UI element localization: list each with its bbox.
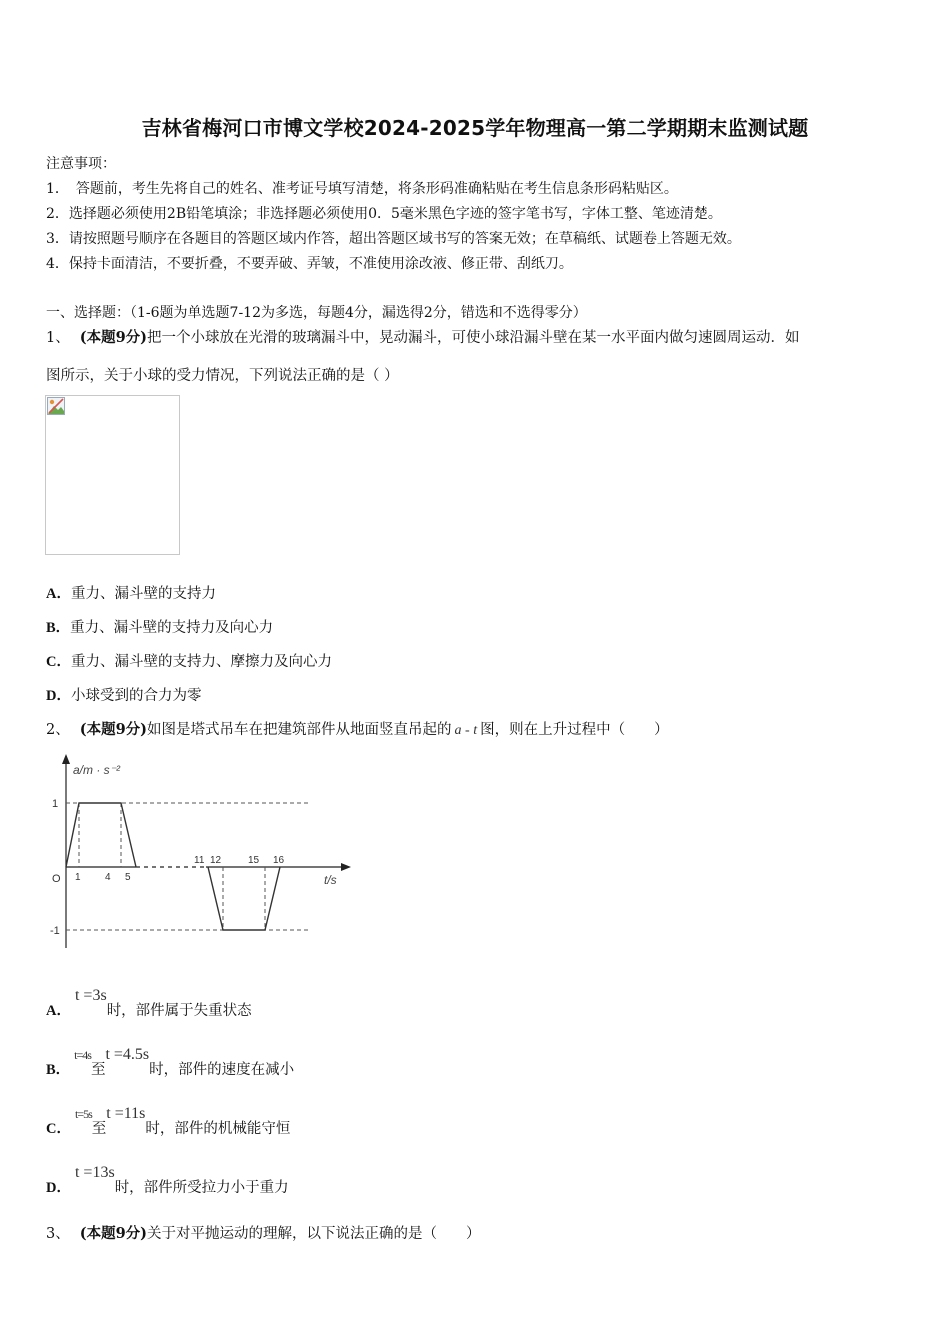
- question-3-stem: 关于对平抛运动的理解，以下说法正确的是（ ）: [147, 1226, 481, 1242]
- question-3-score: (本题9分): [79, 1225, 148, 1242]
- section-heading: 一、选择题：（1-6题为单选题7-12为多选，每题4分，漏选得2分，错选和不选得零分）: [46, 305, 587, 321]
- y-tick-1: 1: [52, 798, 59, 810]
- x-tick-15: 15: [248, 855, 260, 866]
- q1-option-b[interactable]: B．重力、漏斗壁的支持力及向心力: [46, 620, 274, 636]
- notice-item-3: 3．请按照题号顺序在各题目的答题区域内作答，超出答题区域书写的答案无效；在草稿纸、试题卷上答题无效。: [46, 231, 741, 247]
- x-tick-5: 5: [125, 872, 131, 883]
- notice-item-4: 4．保持卡面清洁，不要折叠，不要弄破、弄皱，不准使用涂改液、修正带、刮纸刀。: [46, 256, 573, 272]
- question-1-stem: 把一个小球放在光滑的玻璃漏斗中，晃动漏斗，可使小球沿漏斗壁在某一水平面内做匀速圆周运动．如: [147, 330, 800, 346]
- question-1-line-1: [46, 326, 800, 347]
- question-1-line-2: 图所示，关于小球的受力情况，下列说法正确的是（ ）: [46, 368, 399, 384]
- x-axis-arrow: [341, 863, 351, 871]
- x-tick-11: 11: [194, 855, 205, 866]
- x-tick-4: 4: [105, 872, 111, 883]
- question-1-score: (本题9分): [79, 329, 148, 346]
- y-tick-minus-1: -1: [50, 925, 60, 937]
- x-tick-16: 16: [273, 855, 285, 866]
- x-tick-1: 1: [75, 872, 81, 883]
- page-title: 吉林省梅河口市博文学校2024-2025学年物理高一第二学期期末监测试题: [141, 116, 809, 140]
- question-2-number: 2、: [46, 722, 70, 738]
- graph-segment-positive: [66, 803, 136, 867]
- q1-option-d[interactable]: D．小球受到的合力为零: [46, 688, 202, 704]
- question-2-stem-b: 图，则在上升过程中（ ）: [480, 722, 669, 738]
- question-1-number: 1、: [46, 330, 70, 346]
- x-axis-label: t/s: [324, 873, 337, 887]
- question-1-figure-placeholder: [45, 395, 180, 555]
- question-2-math: a - t: [454, 723, 478, 738]
- notice-item-2: 2．选择题必须使用2B铅笔填涂；非选择题必须使用0．5毫米黑色字迹的签字笔书写，字体工整、笔迹清楚。: [46, 206, 722, 222]
- question-2-score: (本题9分): [79, 721, 148, 738]
- q2-option-b[interactable]: B．t=4s至t =4.5s时，部件的速度在减小: [46, 1046, 295, 1078]
- notice-heading: 注意事项：: [46, 156, 116, 172]
- x-tick-12: 12: [210, 855, 222, 866]
- question-3-number: 3、: [46, 1226, 70, 1242]
- q1-option-c[interactable]: C．重力、漏斗壁的支持力、摩擦力及向心力: [46, 654, 332, 670]
- q2-option-a[interactable]: A．t =3s时，部件属于失重状态: [46, 987, 252, 1019]
- y-axis-arrow: [62, 754, 70, 764]
- origin-label: O: [52, 873, 61, 885]
- question-2-stem-a: 如图是塔式吊车在把建筑部件从地面竖直吊起的: [147, 722, 452, 738]
- q2-option-c[interactable]: C．t=5s至t =11s时，部件的机械能守恒: [46, 1105, 291, 1137]
- q2-option-d[interactable]: D．t =13s时，部件所受拉力小于重力: [46, 1164, 289, 1196]
- broken-image-icon: [47, 397, 65, 415]
- question-3-line: [46, 1222, 481, 1243]
- graph-segment-negative: [208, 867, 280, 930]
- q1-option-a[interactable]: A．重力、漏斗壁的支持力: [46, 586, 216, 602]
- acceleration-time-graph: [46, 752, 356, 957]
- question-2-line: [46, 718, 669, 739]
- y-axis-label: a/m · s⁻²: [73, 763, 120, 777]
- notice-item-1: 1． 答题前，考生先将自己的姓名、准考证号填写清楚，将条形码准确粘贴在考生信息条形码粘贴区。: [46, 181, 678, 197]
